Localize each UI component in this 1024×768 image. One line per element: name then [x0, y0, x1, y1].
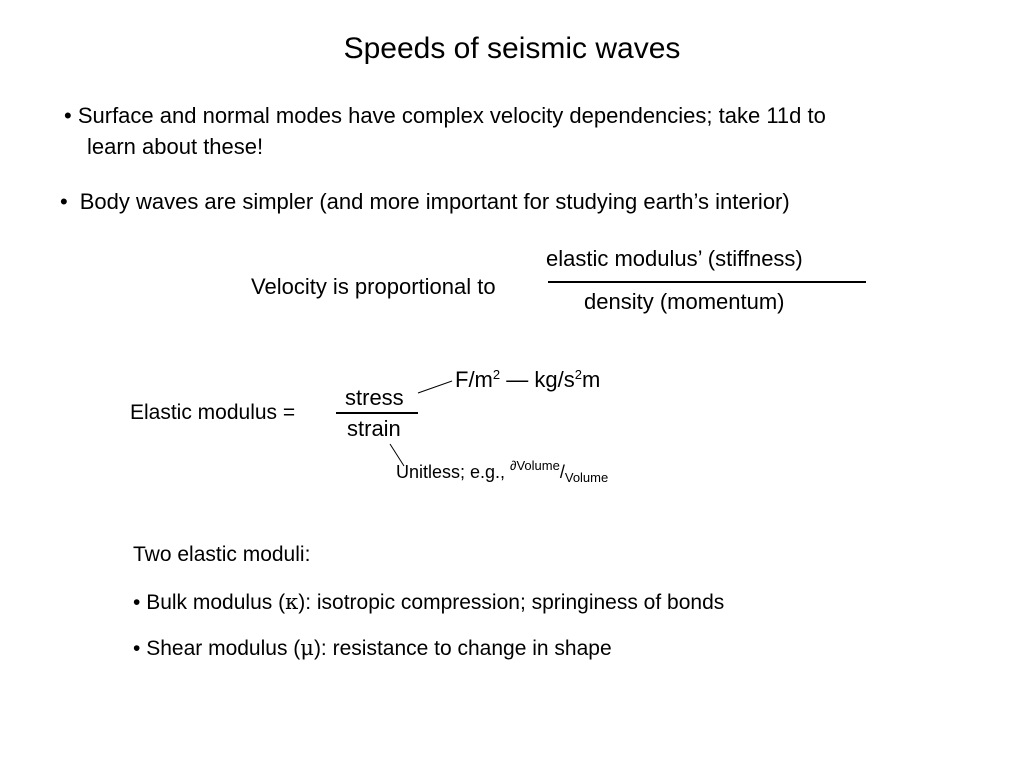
- strain-units-annotation: [396, 458, 609, 485]
- bullet-text-line2: learn about these!: [87, 134, 264, 159]
- stress-units-prefix: F/m: [455, 367, 493, 392]
- strain-units-slash: /: [559, 462, 565, 482]
- bullet-marker: •: [64, 103, 72, 128]
- strain-units-denominator: Volume: [564, 470, 609, 485]
- velocity-label: Velocity is proportional to: [251, 274, 496, 299]
- modulus-text-before: Bulk modulus (: [146, 591, 286, 614]
- strain-units-numerator: ∂Volume: [510, 458, 560, 473]
- stress-units-exponent: 2: [574, 367, 582, 382]
- stress-connector-line: [418, 381, 452, 393]
- moduli-heading: Two elastic moduli:: [133, 543, 311, 566]
- bullet-marker: •: [60, 189, 68, 214]
- velocity-numerator: elastic modulus’ (stiffness): [546, 246, 803, 271]
- shear-modulus-item: [133, 636, 612, 661]
- modulus-text-after: ): resistance to change in shape: [313, 637, 612, 660]
- slide-title: Speeds of seismic waves: [343, 32, 681, 65]
- bulk-modulus-item: [133, 590, 724, 615]
- modulus-text-before: Shear modulus (: [146, 637, 301, 660]
- elastic-modulus-numerator: stress: [345, 385, 404, 410]
- velocity-denominator: density (momentum): [584, 289, 785, 314]
- bullet-marker: •: [133, 637, 141, 660]
- mu-symbol: μ: [300, 636, 314, 660]
- bullet-text: Body waves are simpler (and more important for studying earth’s interior): [79, 189, 790, 214]
- bullet-text-line1: Surface and normal modes have complex velocity dependencies; take 11d to: [77, 103, 826, 128]
- stress-units-suffix: m: [581, 367, 601, 392]
- stress-units-mid: — kg/s: [500, 367, 575, 392]
- elastic-modulus-label: Elastic modulus =: [130, 401, 296, 424]
- bullet-marker: •: [133, 591, 141, 614]
- kappa-symbol: κ: [285, 590, 299, 614]
- modulus-text-after: ): isotropic compression; springiness of bonds: [298, 591, 725, 614]
- strain-units-prefix: Unitless; e.g.,: [396, 462, 511, 482]
- elastic-modulus-denominator: strain: [347, 416, 401, 441]
- stress-units-exponent: 2: [492, 367, 501, 382]
- stress-units-annotation: [455, 367, 600, 393]
